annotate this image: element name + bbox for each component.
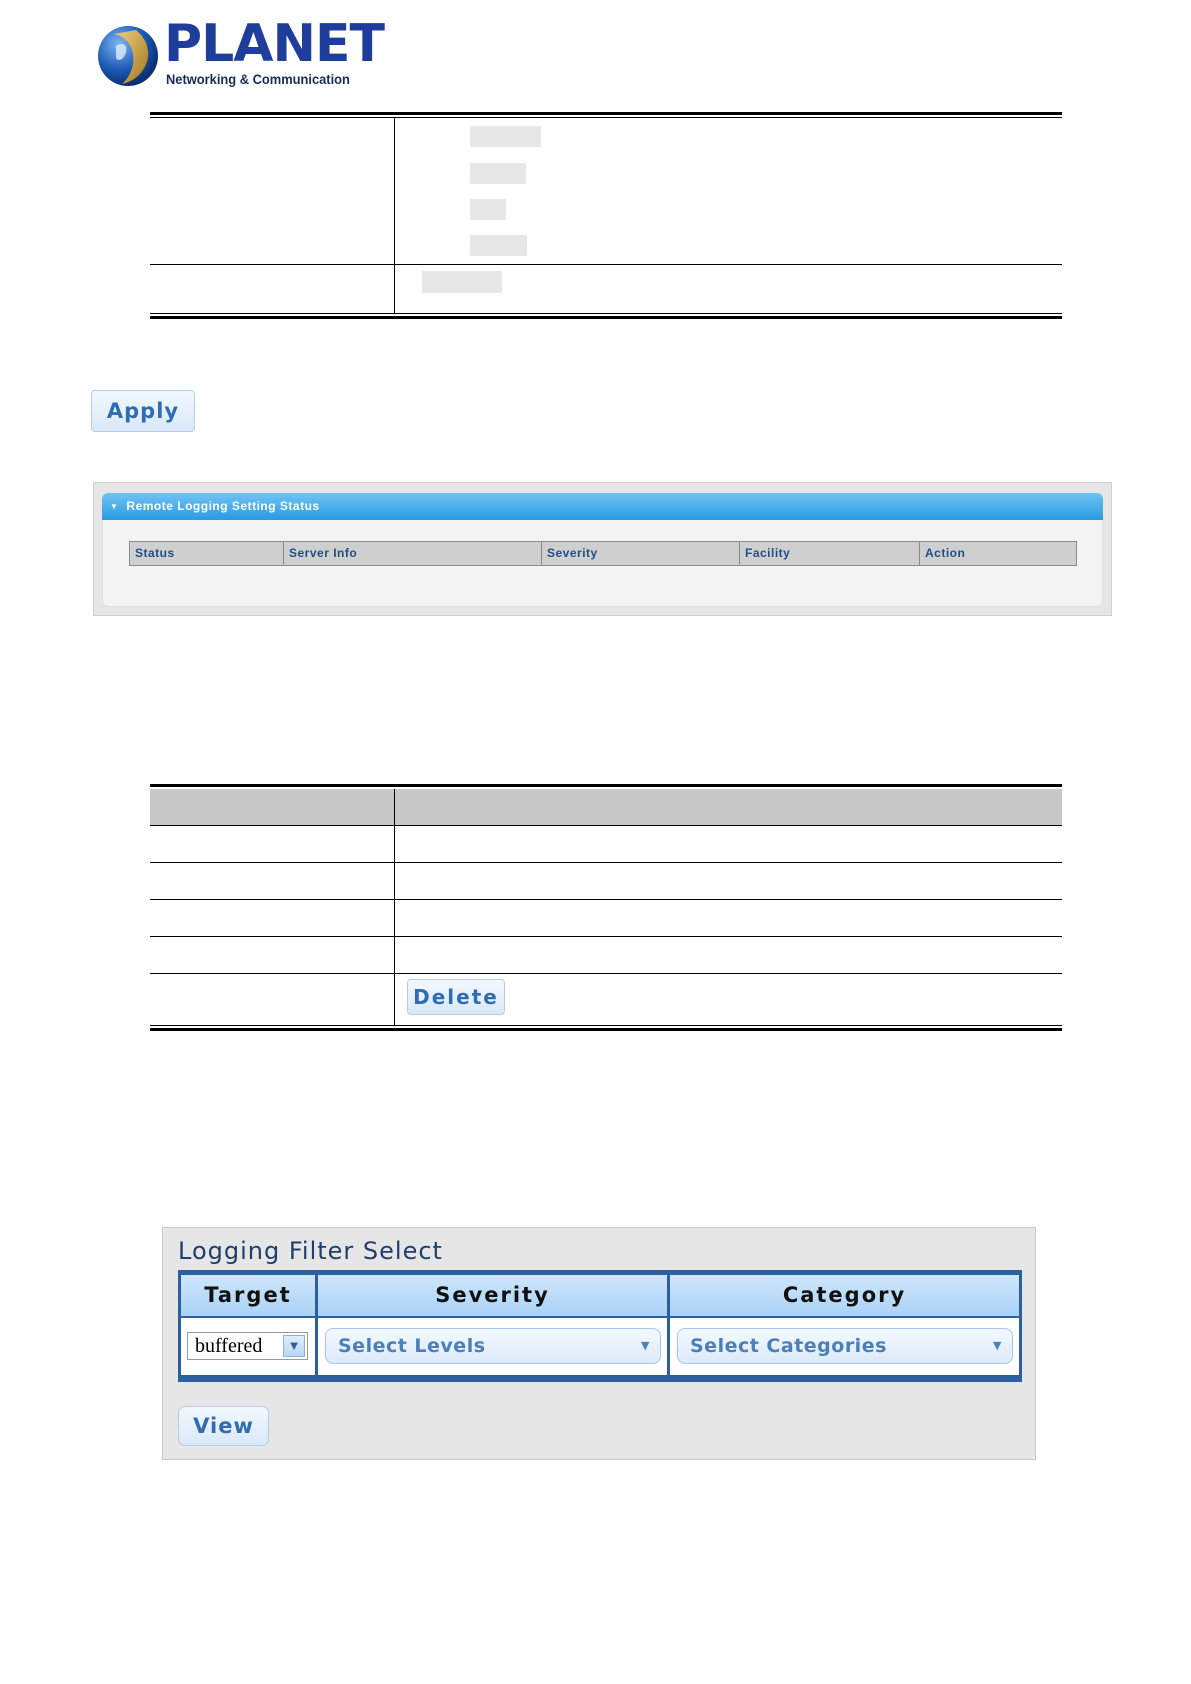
apply-button[interactable]: Apply bbox=[91, 390, 195, 432]
chevron-down-icon[interactable]: ▼ bbox=[283, 1335, 305, 1357]
severity-dropdown[interactable] bbox=[325, 1328, 661, 1364]
panel-title: Remote Logging Setting Status bbox=[126, 499, 320, 513]
table-rule bbox=[150, 784, 1062, 787]
remote-logging-panel-header[interactable] bbox=[102, 493, 1103, 520]
redacted-text bbox=[470, 126, 541, 147]
row-divider bbox=[150, 936, 1062, 937]
target-select-value: buffered bbox=[195, 1335, 263, 1357]
table-rule bbox=[150, 117, 1062, 118]
table-rule bbox=[150, 1028, 1062, 1031]
collapse-triangle-icon: ▼ bbox=[110, 502, 119, 512]
globe-icon bbox=[96, 24, 160, 88]
category-dropdown[interactable] bbox=[677, 1328, 1013, 1364]
redacted-text bbox=[470, 235, 527, 256]
category-dropdown-label: Select Categories bbox=[690, 1335, 887, 1357]
header-target: Target bbox=[181, 1275, 315, 1316]
column-header-facility: Facility bbox=[740, 542, 920, 565]
view-button[interactable]: View bbox=[178, 1406, 269, 1446]
brand-tagline: Networking & Communication bbox=[166, 71, 350, 87]
column-divider bbox=[394, 118, 395, 314]
row-divider bbox=[150, 862, 1062, 863]
planet-logo bbox=[96, 14, 385, 94]
redacted-text bbox=[422, 271, 502, 293]
status-table-header bbox=[129, 541, 1077, 566]
row-divider bbox=[150, 825, 1062, 826]
header-category: Category bbox=[670, 1275, 1019, 1316]
caret-down-icon: ▼ bbox=[641, 1339, 650, 1352]
redacted-text bbox=[470, 199, 506, 220]
logging-filter-title: Logging Filter Select bbox=[178, 1237, 443, 1265]
brand-name: PLANET bbox=[164, 14, 385, 74]
target-select[interactable] bbox=[187, 1332, 308, 1360]
redacted-text bbox=[470, 163, 526, 184]
row-divider bbox=[150, 899, 1062, 900]
column-header-status: Status bbox=[130, 542, 284, 565]
severity-dropdown-label: Select Levels bbox=[338, 1335, 486, 1357]
caret-down-icon: ▼ bbox=[993, 1339, 1002, 1352]
column-header-severity: Severity bbox=[542, 542, 740, 565]
header-severity: Severity bbox=[318, 1275, 667, 1316]
column-header-action: Action bbox=[925, 546, 966, 560]
table-rule bbox=[150, 316, 1062, 319]
row-divider bbox=[150, 973, 1062, 974]
row-divider bbox=[150, 264, 1062, 265]
table-header-row bbox=[150, 789, 1062, 825]
table-rule bbox=[150, 1025, 1062, 1026]
column-header-server-info: Server Info bbox=[284, 542, 542, 565]
delete-button[interactable]: Delete bbox=[407, 979, 505, 1015]
table-rule bbox=[150, 112, 1062, 115]
table-rule bbox=[150, 313, 1062, 314]
